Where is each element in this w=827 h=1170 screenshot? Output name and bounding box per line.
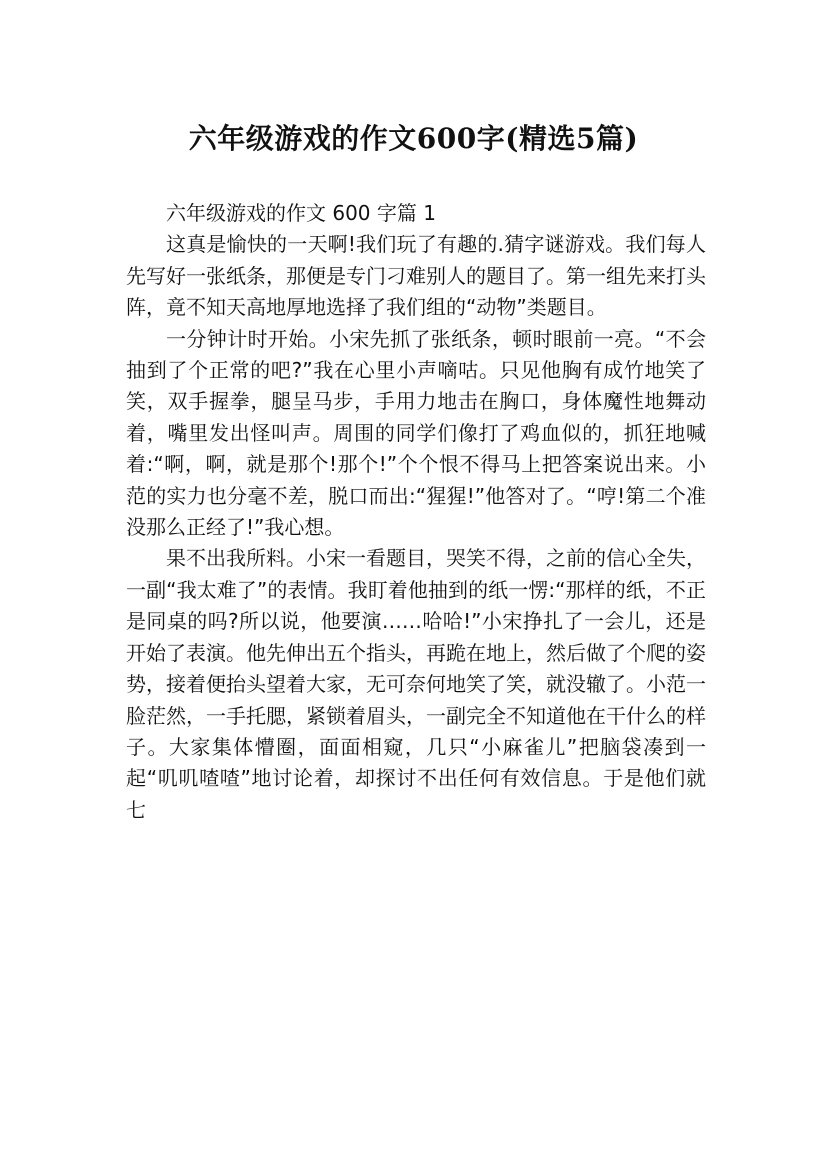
paragraph-2: 一分钟计时开始。小宋先抓了张纸条，顿时眼前一亮。“不会抽到了个正常的吧?”我在心里小声嘀咕。只见他胸有成竹地笑了笑，双手握拳，腿呈马步，手用力地击在胸口，身体魔性地舞动着，嘴里发出怪叫声。周围的同学们像打了鸡血似的，抓狂地喊着:“啊，啊，就是那个!那个!”个个恨不得马上把答案说出来。小范的实力也分毫不差，脱口而出:“猩猩!”他答对了。“哼!第二个准没那么正经了!”我心想。 xyxy=(126,326,706,540)
paragraph-1: 这真是愉快的一天啊!我们玩了有趣的.猜字谜游戏。我们每人先写好一张纸条，那便是专门刁难别人的题目了。第一组先来打头阵，竟不知天高地厚地选择了我们组的“动物”类题目。 xyxy=(126,232,706,320)
paragraph-3: 果不出我所料。小宋一看题目，哭笑不得，之前的信心全失，一副“我太难了”的表情。我盯着他抽到的纸一愣:“那样的纸，不正是同桌的吗?所以说，他要演……哈哈!”小宋挣扎了一会儿，还是开始了表演。他先伸出五个指头，再跪在地上，然后做了个爬的姿势，接着便抬头望着大家，无可奈何地笑了笑，就没辙了。小范一脸茫然，一手托腮，紧锁着眉头，一副完全不知道他在干什么的样子。大家集体懵圈，面面相窥，几只“小麻雀儿”把脑袋凑到一起“叽叽喳喳”地讨论着，却探讨不出任何有效信息。于是他们就七 xyxy=(126,546,706,822)
section-heading: 六年级游戏的作文 600 字篇 1 xyxy=(166,201,436,225)
document-body xyxy=(126,198,706,826)
document-title: 六年级游戏的作文600字(精选5篇) xyxy=(188,121,639,155)
